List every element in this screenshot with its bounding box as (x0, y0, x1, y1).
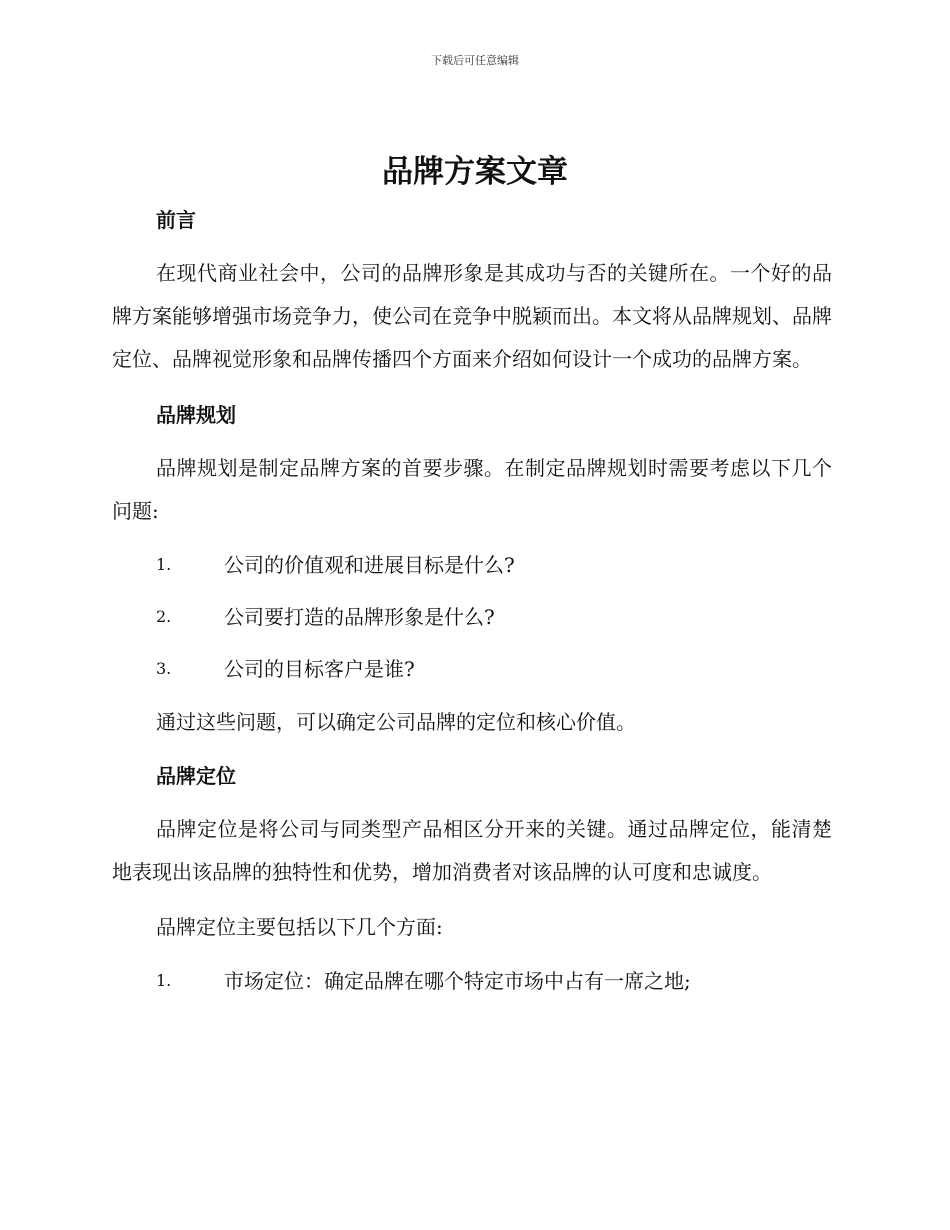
list-item (112, 597, 832, 637)
section-heading-positioning: 品牌定位 (156, 764, 236, 788)
list-text: 公司的价值观和进展目标是什么? (224, 553, 515, 577)
list-number: 1. (156, 555, 172, 574)
list-item (112, 545, 832, 585)
list-number: 1. (156, 971, 172, 990)
list-item (112, 649, 832, 689)
list-number: 3. (156, 659, 172, 678)
paragraph-positioning: 品牌定位是将公司与同类型产品相区分开来的关键。通过品牌定位，能清楚地表现出该品牌的独特性和优势，增加消费者对该品牌的认可度和忠诚度。 (112, 817, 832, 884)
paragraph-planning-conclusion: 通过这些问题，可以确定公司品牌的定位和核心价值。 (156, 710, 636, 734)
paragraph-preface: 在现代商业社会中，公司的品牌形象是其成功与否的关键所在。一个好的品牌方案能够增强市场竞争力，使公司在竞争中脱颖而出。本文将从品牌规划、品牌定位、品牌视觉形象和品牌传播四个方面来介绍如何设计一个成功的品牌方案。 (112, 261, 832, 371)
section-heading-preface: 前言 (156, 208, 196, 232)
list-number: 2. (156, 607, 172, 626)
section-heading-planning: 品牌规划 (156, 403, 236, 427)
paragraph-positioning-aspects: 品牌定位主要包括以下几个方面: (156, 915, 443, 939)
list-text: 公司的目标客户是谁? (224, 657, 415, 681)
list-text: 公司要打造的品牌形象是什么? (224, 605, 495, 629)
document-body (112, 200, 832, 1001)
paragraph-planning: 品牌规划是制定品牌方案的首要步骤。在制定品牌规划时需要考虑以下几个问题: (112, 456, 832, 523)
list-text: 市场定位：确定品牌在哪个特定市场中占有一席之地; (224, 969, 691, 993)
document-title: 品牌方案文章 (382, 154, 568, 190)
page-header-note: 下载后可任意编辑 (431, 54, 519, 67)
list-item (112, 961, 832, 1001)
